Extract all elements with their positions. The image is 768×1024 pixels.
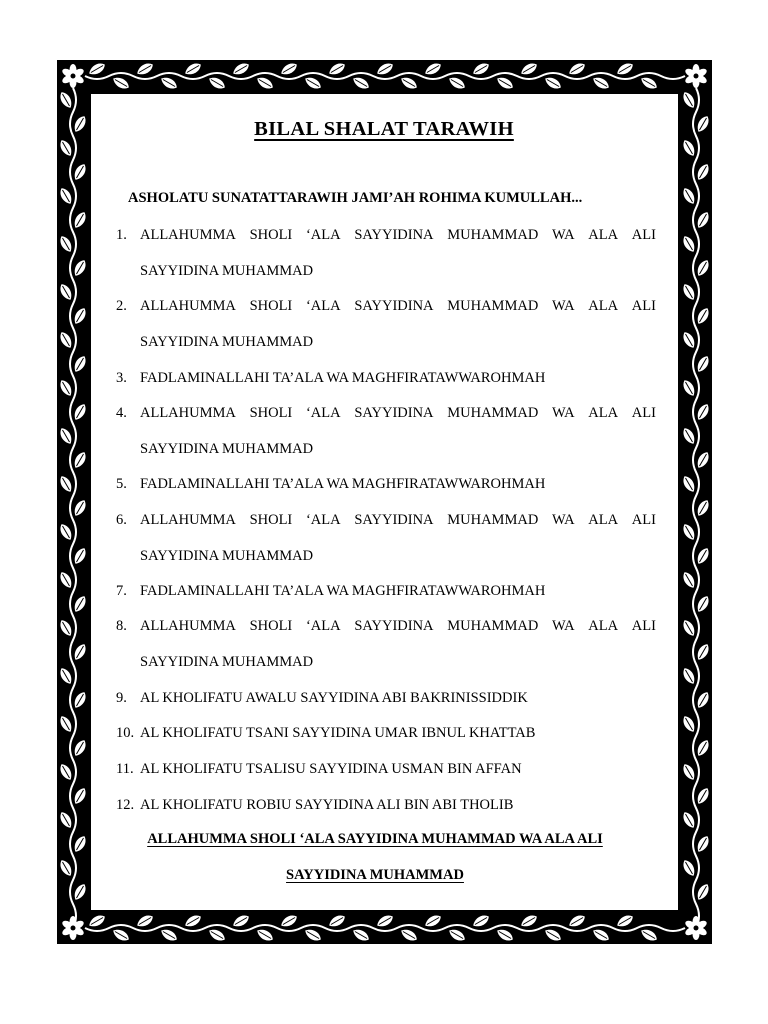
list-item-word: ‘ALA xyxy=(305,405,341,421)
list-item-text: FADLAMINALLAHI TA’ALA WA MAGHFIRATAWWAROHMAH xyxy=(140,370,546,386)
list-item xyxy=(116,724,656,742)
list-item-number: 6. xyxy=(116,512,127,528)
list-item-word: ALA xyxy=(588,227,619,243)
list-item-continuation: SAYYIDINA MUHAMMAD xyxy=(140,441,314,457)
list-item-continuation: SAYYIDINA MUHAMMAD xyxy=(140,263,314,279)
list-item-number: 7. xyxy=(116,583,127,599)
closing-line-1: ALLAHUMMA SHOLI ‘ALA SAYYIDINA MUHAMMAD WA ALA ALI xyxy=(147,831,603,847)
list-item-number: 10. xyxy=(116,725,135,741)
list-item-line xyxy=(116,404,656,422)
list-item-word: ALLAHUMMA xyxy=(140,298,236,314)
list-item-word: ALLAHUMMA xyxy=(140,405,236,421)
list-item-number: 5. xyxy=(116,476,127,492)
list-item-number: 11. xyxy=(116,761,134,777)
list-item-word: ALI xyxy=(631,405,656,421)
list-item-text: AL KHOLIFATU TSANI SAYYIDINA UMAR IBNUL KHATTAB xyxy=(140,725,536,741)
list-item xyxy=(116,617,656,671)
list-item-line xyxy=(116,475,656,493)
list-item xyxy=(116,226,656,280)
list-item xyxy=(116,369,656,387)
list-item-line xyxy=(116,724,656,742)
list-item-continuation: SAYYIDINA MUHAMMAD xyxy=(140,334,314,350)
list-item-text: AL KHOLIFATU TSALISU SAYYIDINA USMAN BIN AFFAN xyxy=(140,761,522,777)
list-item xyxy=(116,796,656,814)
list-item-word: WA xyxy=(552,227,575,243)
list-item xyxy=(116,511,656,565)
list-item xyxy=(116,404,656,458)
list-item xyxy=(116,760,656,778)
list-item-number: 12. xyxy=(116,797,135,813)
list-item-line xyxy=(116,582,656,600)
list-item-word: ALA xyxy=(588,405,619,421)
list-item-word: SHOLI xyxy=(249,227,293,243)
list-item-text: AL KHOLIFATU AWALU SAYYIDINA ABI BAKRINISSIDDIK xyxy=(140,690,528,706)
list-item-word: ‘ALA xyxy=(305,618,341,634)
list-item-word: MUHAMMAD xyxy=(447,227,539,243)
list-item xyxy=(116,475,656,493)
list-item-line xyxy=(116,511,656,529)
list-item-continuation: SAYYIDINA MUHAMMAD xyxy=(140,548,314,564)
list-item-number: 4. xyxy=(116,405,127,421)
list-item-word: SHOLI xyxy=(249,405,293,421)
list-item-word: WA xyxy=(552,618,575,634)
list-item-word: ALI xyxy=(631,298,656,314)
list-item-word: MUHAMMAD xyxy=(447,405,539,421)
list-item-word: ALA xyxy=(588,298,619,314)
list-item-word: ALA xyxy=(588,512,619,528)
list-item-word: SAYYIDINA xyxy=(354,227,434,243)
list-item-word: MUHAMMAD xyxy=(447,512,539,528)
list-item-word: ALA xyxy=(588,618,619,634)
list-item xyxy=(116,689,656,707)
list-item-word: ‘ALA xyxy=(305,227,341,243)
list-item-word: WA xyxy=(552,298,575,314)
intro-line: ASHOLATU SUNATATTARAWIH JAMI’AH ROHIMA KUMULLAH... xyxy=(128,190,583,206)
list-item-line xyxy=(116,226,656,244)
list-item xyxy=(116,582,656,600)
list-item-number: 8. xyxy=(116,618,127,634)
list-item-line xyxy=(116,689,656,707)
list-item-number: 2. xyxy=(116,298,127,314)
list-item-line xyxy=(116,297,656,315)
list-item-word: SAYYIDINA xyxy=(354,512,434,528)
list-item-word: SAYYIDINA xyxy=(354,618,434,634)
list-item-text: FADLAMINALLAHI TA’ALA WA MAGHFIRATAWWAROHMAH xyxy=(140,583,546,599)
list-item-word: SAYYIDINA xyxy=(354,405,434,421)
list-item-word: ‘ALA xyxy=(305,512,341,528)
list-item-line xyxy=(116,617,656,635)
list-item-word: WA xyxy=(552,405,575,421)
list-item-line xyxy=(116,796,656,814)
list-item-number: 1. xyxy=(116,227,127,243)
list-item-word: ALI xyxy=(631,618,656,634)
list-item-word: ALI xyxy=(631,227,656,243)
list-item-text: FADLAMINALLAHI TA’ALA WA MAGHFIRATAWWAROHMAH xyxy=(140,476,546,492)
list-item-continuation: SAYYIDINA MUHAMMAD xyxy=(140,654,314,670)
list-item-word: SAYYIDINA xyxy=(354,298,434,314)
document-title: BILAL SHALAT TARAWIH xyxy=(254,118,514,140)
list-item-line xyxy=(116,369,656,387)
list-item-number: 9. xyxy=(116,690,127,706)
list-item-word: WA xyxy=(552,512,575,528)
list-item-number: 3. xyxy=(116,370,127,386)
list-item-word: SHOLI xyxy=(249,618,293,634)
list-item-word: ALLAHUMMA xyxy=(140,227,236,243)
list-item-word: ‘ALA xyxy=(305,298,341,314)
list-item-word: ALLAHUMMA xyxy=(140,618,236,634)
list-item-word: MUHAMMAD xyxy=(447,298,539,314)
page-content-area xyxy=(90,93,679,911)
closing-line-2: SAYYIDINA MUHAMMAD xyxy=(286,867,464,883)
list-item-text: AL KHOLIFATU ROBIU SAYYIDINA ALI BIN ABI THOLIB xyxy=(140,797,514,813)
list-item-line xyxy=(116,760,656,778)
list-item-word: SHOLI xyxy=(249,512,293,528)
list-item-word: SHOLI xyxy=(249,298,293,314)
list-item-word: MUHAMMAD xyxy=(447,618,539,634)
list-item-word: ALLAHUMMA xyxy=(140,512,236,528)
list-item xyxy=(116,297,656,351)
list-item-word: ALI xyxy=(631,512,656,528)
